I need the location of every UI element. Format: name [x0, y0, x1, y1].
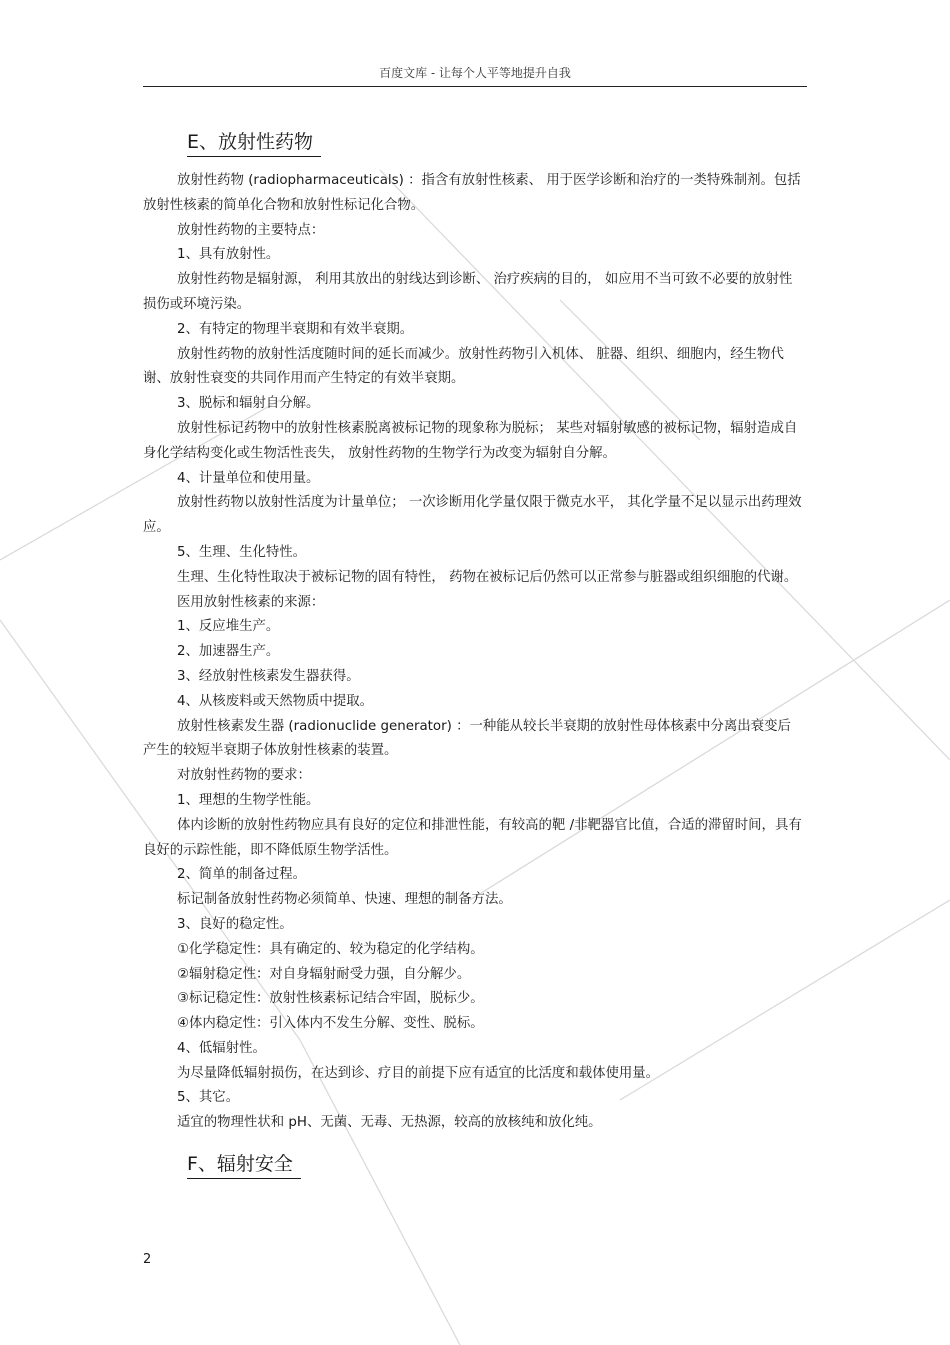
feature-1-title: 1、具有放射性。 [177, 247, 280, 263]
feature-3-title: 3、脱标和辐射自分解。 [177, 396, 320, 412]
section-e-title: E、放射性药物 [187, 128, 321, 157]
requirement-3-in-vivo: ④体内稳定性：引入体内不发生分解、变性、脱标。 [177, 1016, 484, 1032]
page-number: 2 [143, 1252, 152, 1267]
feature-1-body: 放射性药物是辐射源， 利用其放出的射线达到诊断、 治疗疾病的目的， 如应用不当可致不必要的放射性损伤或环境污染。 [143, 272, 793, 312]
requirement-1-body: 体内诊断的放射性药物应具有良好的定位和排泄性能，有较高的靶 /非靶器官比值，合适的滞留时间，具有良好的示踪性能，即不降低原生物学活性。 [143, 817, 802, 858]
requirement-3-radiation: ②辐射稳定性：对自身辐射耐受力强，自分解少。 [177, 966, 471, 982]
requirement-3-chemical: ①化学稳定性：具有确定的、较为稳定的化学结构。 [177, 941, 484, 957]
requirement-2-body: 标记制备放射性药物必须简单、快速、理想的制备方法。 [177, 892, 512, 908]
requirement-3-title: 3、良好的稳定性。 [177, 916, 293, 932]
source-3: 3、经放射性核素发生器获得。 [177, 668, 360, 684]
source-1: 1、反应堆生产。 [177, 619, 280, 635]
source-2: 2、加速器生产。 [177, 644, 280, 660]
sources-intro: 医用放射性核素的来源： [177, 594, 325, 610]
feature-5-title: 5、生理、生化特性。 [177, 544, 307, 560]
feature-3-body: 放射性标记药物中的放射性核素脱离被标记物的现象称为脱标； 某些对辐射敏感的被标记物，辐射造成自身化学结构变化或生物活性丧失， 放射性药物的生物学行为改变为辐射自分解。 [143, 420, 798, 461]
requirement-1-title: 1、理想的生物学性能。 [177, 792, 320, 808]
requirement-5-body: 适宜的物理性状和 pH、无菌、无毒、无热源，较高的放核纯和放化纯。 [177, 1115, 602, 1131]
section-f-title: F、辐射安全 [187, 1150, 301, 1179]
requirement-5-title: 5、其它。 [177, 1090, 240, 1106]
feature-2-title: 2、有特定的物理半衰期和有效半衰期。 [177, 321, 414, 337]
feature-2-body: 放射性药物的放射性活度随时间的延长而减少。放射性药物引入机体、 脏器、组织、细胞内，经生物代谢、放射性衰变的共同作用而产生特定的有效半衰期。 [143, 346, 784, 387]
requirements-intro: 对放射性药物的要求： [177, 768, 311, 784]
requirement-4-body: 为尽量降低辐射损伤，在达到诊、疗目的前提下应有适宜的比活度和载体使用量。 [177, 1065, 660, 1081]
document-body [143, 128, 803, 1191]
definition-paragraph: 放射性药物 (radiopharmaceuticals) ：指含有放射性核素、 用于医学诊断和治疗的一类特殊制剂。包括放射性核素的简单化合物和放射性标记化合物。 [143, 173, 801, 213]
requirement-2-title: 2、简单的制备过程。 [177, 867, 307, 883]
source-4: 4、从核废料或天然物质中提取。 [177, 693, 373, 709]
feature-5-body: 生理、生化特性取决于被标记物的固有特性， 药物在被标记后仍然可以正常参与脏器或组织细胞的代谢。 [177, 569, 798, 585]
requirement-4-title: 4、低辐射性。 [177, 1040, 266, 1056]
features-intro: 放射性药物的主要特点： [177, 222, 325, 238]
generator-definition: 放射性核素发生器 (radionuclide generator) ：一种能从较长半衰期的放射性母体核素中分离出衰变后产生的较短半衰期子体放射性核素的装置。 [143, 718, 791, 759]
requirement-3-labeling: ③标记稳定性：放射性核素标记结合牢固，脱标少。 [177, 991, 484, 1007]
page-header: 百度文库 - 让每个人平等地提升自我 [379, 66, 571, 80]
header-rule [143, 86, 807, 87]
feature-4-body: 放射性药物以放射性活度为计量单位； 一次诊断用化学量仅限于微克水平， 其化学量不足以显示出药理效应。 [143, 495, 802, 536]
feature-4-title: 4、计量单位和使用量。 [177, 470, 320, 486]
